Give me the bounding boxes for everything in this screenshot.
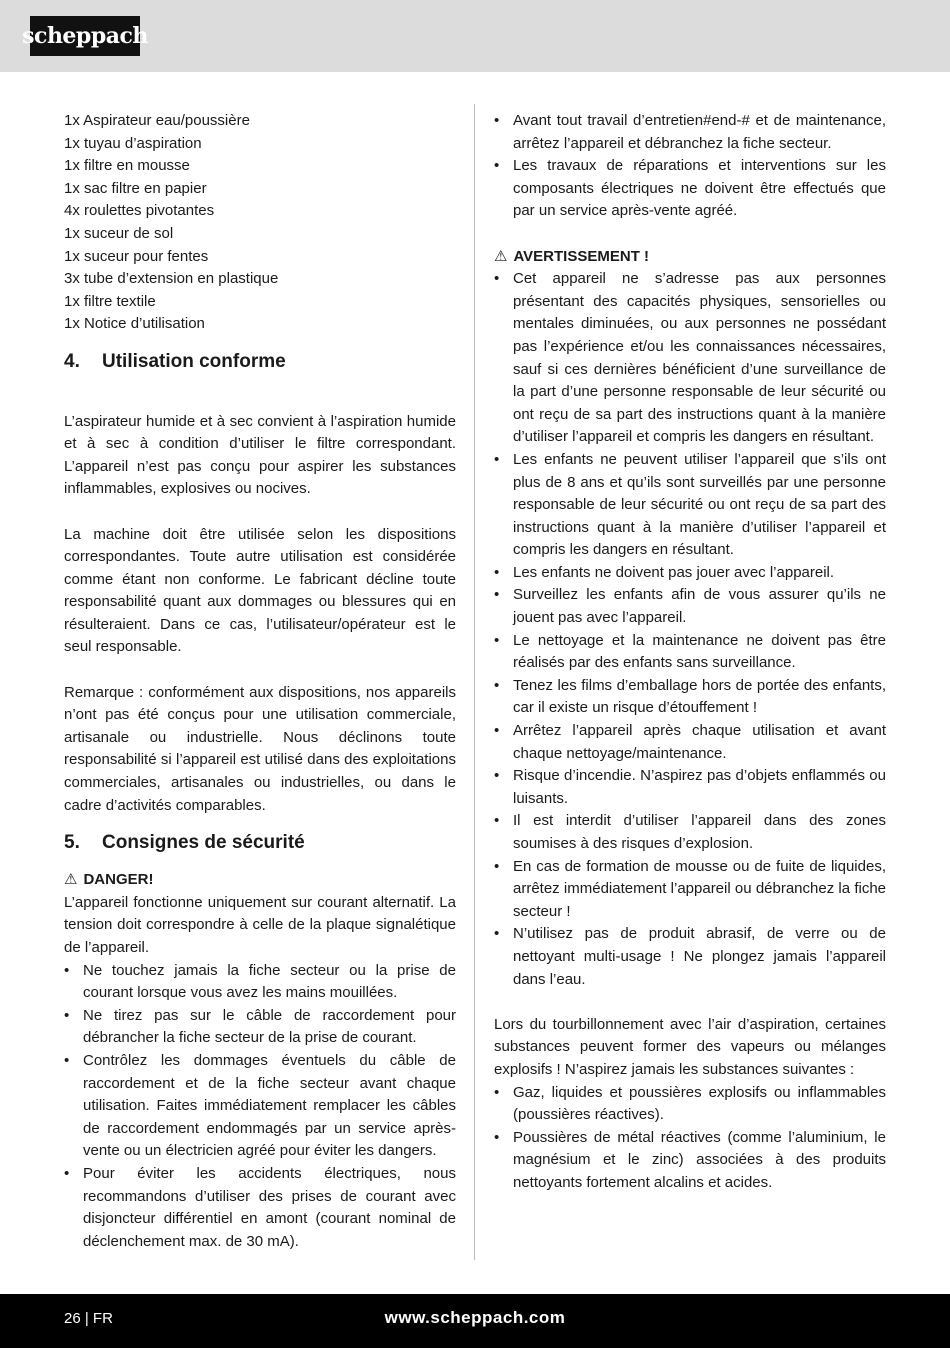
list-item: 1x Notice d’utilisation: [64, 315, 205, 333]
right-column: [494, 110, 886, 1195]
list-item: 1x suceur pour fentes: [64, 247, 209, 265]
scope-of-delivery-list: [64, 110, 456, 336]
list-item: • Ne touchez jamais la fiche secteur ou la prise de courant lorsque vous avez les mains mouillées.: [64, 960, 456, 1005]
list-item: • Pour éviter les accidents électriques, nous recommandons d’utiliser des prises de courant avec disjoncteur différentiel en amont (courant nominal de déclenchement max. de 30 mA).: [64, 1163, 456, 1253]
page-number: 26 | FR: [64, 1310, 113, 1327]
list-item: • Poussières de métal réactives (comme l’aluminium, le magnésium et le zinc) associées à des produits nettoyants fortement alcalins et acides.: [494, 1127, 886, 1195]
list-item: • Le nettoyage et la maintenance ne doivent pas être réalisés par des enfants sans surveillance.: [494, 630, 886, 675]
page-header: [0, 0, 950, 72]
paragraph: L’appareil fonctionne uniquement sur courant alternatif. La tension doit correspondre à celle de la plaque signalétique de l’appareil.: [64, 893, 456, 956]
danger-label: DANGER!: [83, 871, 154, 889]
list-item: 1x tuyau d’aspiration: [64, 134, 202, 152]
list-item: 1x filtre en mousse: [64, 157, 190, 175]
list-item: • Arrêtez l’appareil après chaque utilisation et avant chaque nettoyage/maintenance.: [494, 720, 886, 765]
section-title: Consignes de sécurité: [102, 832, 305, 854]
paragraph: L’aspirateur humide et à sec convient à l’aspiration humide et à sec à condition d’utiliser le filtre correspondant. L’appareil n’est pas conçu pour aspirer les substances inflammables, explosives ou nocives.: [64, 412, 456, 498]
list-item: 1x sac filtre en papier: [64, 179, 207, 197]
section-4-heading: [64, 350, 456, 374]
list-item: 3x tube d’extension en plastique: [64, 270, 279, 288]
list-item: • Il est interdit d’utiliser l’appareil dans des zones soumises à des risques d’explosion.: [494, 810, 886, 855]
page-footer: [0, 1294, 950, 1348]
list-item: • Ne tirez pas sur le câble de raccordement pour débrancher la fiche secteur de la prise de courant.: [64, 1005, 456, 1050]
warning-bullet-list: [494, 268, 886, 991]
list-item: • Gaz, liquides et poussières explosifs ou inflammables (poussières réactives).: [494, 1082, 886, 1127]
list-item: • Avant tout travail d’entretien#end-# et de maintenance, arrêtez l’appareil et débranchez la fiche secteur.: [494, 110, 886, 155]
website-link[interactable]: www.scheppach.com: [384, 1308, 566, 1327]
section-5-heading: [64, 831, 456, 855]
paragraph: La machine doit être utilisée selon les dispositions correspondantes. Toute autre utilisation est considérée comme étant non conforme. Le fabricant décline toute responsabilité quant aux dommages ou blessures qui en résulteraient. Dans ce cas, l’utilisateur/opérateur est le seul responsable.: [64, 525, 456, 656]
list-item: • Les enfants ne doivent pas jouer avec l’appareil.: [494, 562, 886, 585]
list-item: 1x Aspirateur eau/poussière: [64, 112, 250, 129]
list-item: • Les enfants ne peuvent utiliser l’appareil que s’ils ont plus de 8 ans et qu’ils sont surveillés par une personne responsable de leur sécurité ou ont reçu de sa part des instructions quant à la manière d’utiliser l’appareil et compris les dangers en résultant.: [494, 449, 886, 562]
list-item: • Les travaux de réparations et interventions sur les composants électriques ne doivent être effectués que par un service après-vente agréé.: [494, 155, 886, 223]
warning-heading: [494, 246, 886, 269]
danger-heading: [64, 869, 456, 892]
list-item: • Tenez les films d’emballage hors de portée des enfants, car il existe un risque d’étouffement !: [494, 675, 886, 720]
column-divider: [474, 104, 475, 1260]
list-item: • En cas de formation de mousse ou de fuite de liquides, arrêtez immédiatement l’appareil ou débranchez la fiche secteur !: [494, 856, 886, 924]
list-item: • Contrôlez les dommages éventuels du câble de raccordement et de la fiche secteur avant chaque utilisation. Faites immédiatement remplacer les câbles de raccordement endommagés par un service après-vente ou un électricien agréé pour éviter les dangers.: [64, 1050, 456, 1163]
list-item: 1x suceur de sol: [64, 224, 174, 242]
warning-triangle-icon: ⚠: [64, 871, 78, 889]
warning-label: AVERTISSEMENT !: [513, 247, 650, 265]
section-number: 5.: [64, 832, 80, 854]
list-item: • Surveillez les enfants afin de vous assurer qu’ils ne jouent pas avec l’appareil.: [494, 584, 886, 629]
list-item: • Risque d’incendie. N’aspirez pas d’objets enflammés ou luisants.: [494, 765, 886, 810]
list-item: 1x filtre textile: [64, 292, 156, 310]
brand-logo: scheppach: [30, 16, 140, 56]
danger-bullet-list: [64, 960, 456, 1254]
left-column: [64, 110, 456, 1253]
paragraph: Lors du tourbillonnement avec l’air d’aspiration, certaines substances peuvent former des vapeurs ou mélanges explosifs ! N’aspirez jamais les substances suivantes :: [494, 1015, 886, 1078]
list-item: • Cet appareil ne s’adresse pas aux personnes présentant des capacités physiques, sensorielles ou mentales diminuées, ou aux personnes ne possédant pas l’expérience et/ou les connaissances nécessaires, sauf si ces dernières bénéficient d’une surveillance de la part d’une personne responsable de leur sécurité ou ont reçu de sa part des instructions quant à la manière d’utiliser l’appareil et compris les dangers en résultant.: [494, 268, 886, 449]
warning-triangle-icon: ⚠: [494, 247, 508, 265]
section-title: Utilisation conforme: [102, 350, 286, 372]
maintenance-bullet-list: [494, 110, 886, 223]
list-item: • N’utilisez pas de produit abrasif, de verre ou de nettoyant multi-usage ! Ne plongez jamais l’appareil dans l’eau.: [494, 923, 886, 991]
paragraph: Remarque : conformément aux dispositions, nos appareils n’ont pas été conçus pour une utilisation commerciale, artisanale ou industrielle. Nous déclinons toute responsabilité si l’appareil est utilisé dans des exploitations commerciales, artisanales ou industrielles, ou dans le cadre d’activités comparables.: [64, 683, 456, 814]
list-item: 4x roulettes pivotantes: [64, 202, 215, 220]
explosive-substances-list: [494, 1082, 886, 1195]
section-number: 4.: [64, 350, 80, 372]
